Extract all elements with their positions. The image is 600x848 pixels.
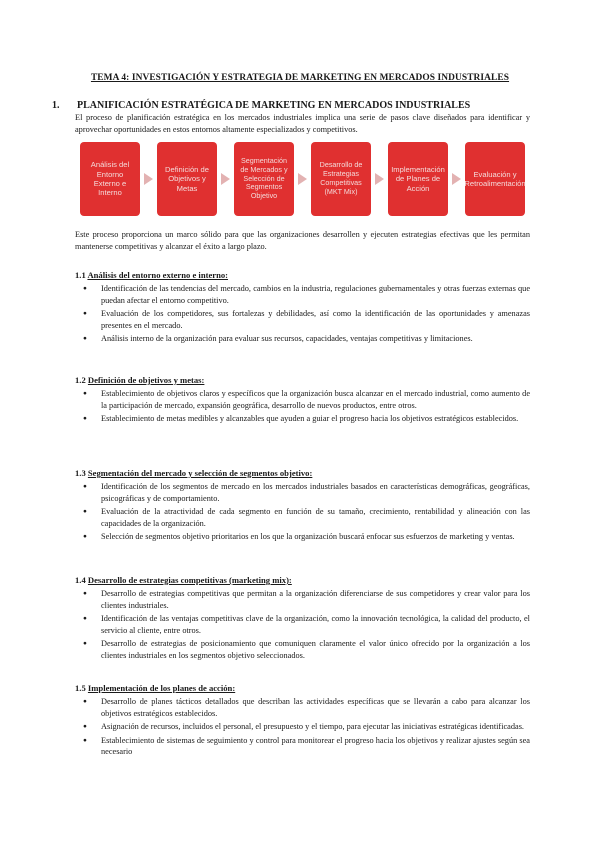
arrow-right-icon	[144, 173, 153, 185]
section-title: PLANIFICACIÓN ESTRATÉGICA DE MARKETING EN MERCADOS INDUSTRIALES	[77, 100, 471, 111]
section-heading	[52, 100, 470, 111]
subsection-title: Segmentación del mercado y selección de segmentos objetivo:	[87, 468, 313, 478]
subsection-title: Implementación de los planes de acción:	[87, 683, 236, 693]
process-step	[234, 142, 294, 216]
list-item: ● Identificación de los segmentos de mercado en los mercados industriales basados en características demográficas, geográficas, psicográficas y de comportamiento.	[75, 481, 530, 504]
list-item: ● Desarrollo de planes tácticos detallados que describan las actividades específicas que se llevarán a cabo para alcanzar los objetivos estratégicos establecidos.	[75, 696, 530, 719]
subsection-title: Definición de objetivos y metas:	[87, 375, 205, 385]
intro-paragraph: El proceso de planificación estratégica en los mercados industriales implica una serie de pasos clave diseñados para identificar y aprovechar oportunidades en estos entornos altamente especializados y competitivos.	[75, 113, 530, 134]
process-step-label: Definición de Objetivos y Metas	[165, 165, 209, 193]
section-number: 1.	[52, 100, 60, 111]
bullet-list	[75, 481, 530, 545]
arrow-right-icon	[452, 173, 461, 185]
process-step	[465, 142, 525, 216]
subsection-number: 1.5	[75, 683, 86, 693]
process-step-label: Desarrollo de Estrategias Competitivas (MKT Mix)	[319, 160, 363, 196]
bullet-list	[75, 283, 530, 347]
arrow-right-icon	[298, 173, 307, 185]
subsection-number: 1.2	[75, 375, 86, 385]
document-title: TEMA 4: INVESTIGACIÓN Y ESTRATEGIA DE MARKETING EN MERCADOS INDUSTRIALES	[90, 73, 510, 83]
list-item: ● Establecimiento de metas medibles y alcanzables que ayuden a guiar el progreso hacia los objetivos estratégicos establecidos.	[75, 413, 530, 425]
list-item: ● Establecimiento de objetivos claros y específicos que la organización busca alcanzar en el mercado industrial, como aumento de la participación de mercado, expansión geográfica, desarrollo de nuevos productos, entre otros.	[75, 388, 530, 411]
process-step	[388, 142, 448, 216]
process-step-label: Análisis del Entorno Externo e Interno	[90, 160, 130, 198]
process-step-label: Segmentación de Mercados y Selección de Segmentos Objetivo	[240, 156, 288, 201]
bullet-list	[75, 588, 530, 664]
subsection-heading	[75, 375, 204, 385]
list-item: ● Análisis interno de la organización para evaluar sus recursos, capacidades, ventajas competitivas y limitaciones.	[75, 333, 530, 345]
process-step-label: Implementación de Planes de Acción	[391, 165, 445, 193]
subsection-heading	[75, 270, 228, 280]
process-step-label: Evaluación y Retroalimentación	[464, 169, 526, 188]
process-diagram	[80, 142, 525, 216]
bullet-list	[75, 696, 530, 760]
list-item: ● Desarrollo de estrategias de posicionamiento que comuniquen claramente el valor único ofrecido por la organización a los clientes industriales en los segmentos objetivo seleccionados.	[75, 638, 530, 661]
subsection-number: 1.3	[75, 468, 86, 478]
subsection-title: Análisis del entorno externo e interno:	[87, 270, 229, 280]
subsection-number: 1.1	[75, 270, 86, 280]
outro-paragraph: Este proceso proporciona un marco sólido para que las organizaciones desarrollen y ejecuten estrategias efectivas que les permitan mantenerse competitivas y alcanzar el éxito a largo plazo.	[75, 230, 530, 251]
list-item: ● Evaluación de los competidores, sus fortalezas y debilidades, así como la identificación de las oportunidades y amenazas presentes en el mercado.	[75, 308, 530, 331]
list-item: ● Evaluación de la atractividad de cada segmento en función de su tamaño, crecimiento, rentabilidad y alineación con las capacidades de la organización.	[75, 506, 530, 529]
list-item: ● Identificación de las tendencias del mercado, cambios en la industria, regulaciones gubernamentales y otras fuerzas externas que puedan afectar el entorno competitivo.	[75, 283, 530, 306]
arrow-right-icon	[221, 173, 230, 185]
subsection-title: Desarrollo de estrategias competitivas (marketing mix):	[87, 575, 292, 585]
process-step	[311, 142, 371, 216]
list-item: ● Establecimiento de sistemas de seguimiento y control para monitorear el progreso hacia los objetivos y realizar ajustes según sea necesario	[75, 735, 530, 758]
process-step	[80, 142, 140, 216]
subsection-heading	[75, 468, 312, 478]
process-step	[157, 142, 217, 216]
arrow-right-icon	[375, 173, 384, 185]
list-item: ● Selección de segmentos objetivo prioritarios en los que la organización buscará enfocar sus esfuerzos de marketing y ventas.	[75, 531, 530, 543]
subsection-number: 1.4	[75, 575, 86, 585]
list-item: ● Desarrollo de estrategias competitivas que permitan a la organización diferenciarse de sus competidores y crear valor para los clientes industriales.	[75, 588, 530, 611]
subsection-heading	[75, 575, 292, 585]
bullet-list	[75, 388, 530, 427]
subsection-heading	[75, 683, 235, 693]
list-item: ● Asignación de recursos, incluidos el personal, el presupuesto y el tiempo, para ejecutar las iniciativas estratégicas identificadas.	[75, 721, 530, 733]
list-item: ● Identificación de las ventajas competitivas clave de la organización, como la innovación tecnológica, la calidad del producto, el servicio al cliente, entre otros.	[75, 613, 530, 636]
